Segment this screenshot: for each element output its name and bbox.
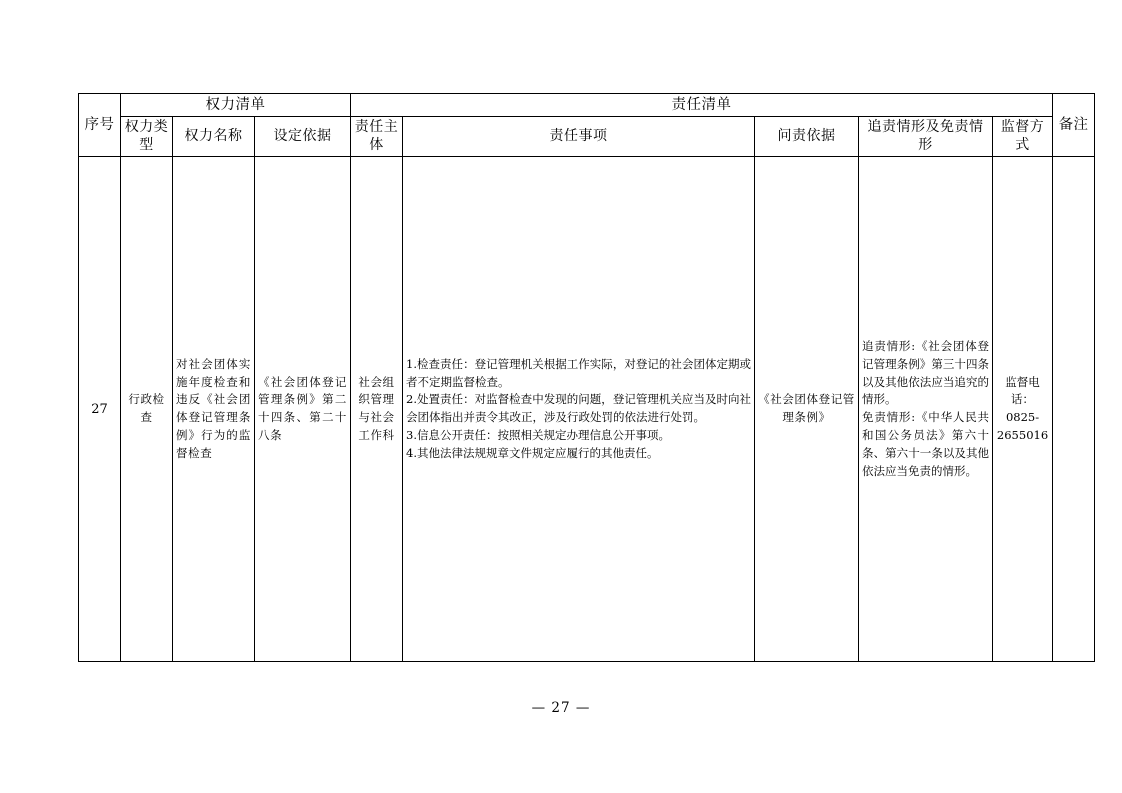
cell-power-name: 对社会团体实施年度检查和违反《社会团体登记管理条例》行为的监督检查 <box>173 157 255 662</box>
header-responsible-subject: 责任主体 <box>351 117 403 157</box>
header-supervision-method: 监督方式 <box>993 117 1053 157</box>
header-power-list: 权力清单 <box>121 94 351 117</box>
responsibility-item: 1.检查责任：登记管理机关根据工作实际，对登记的社会团体定期或者不定期监督检查。 <box>406 356 752 389</box>
header-remarks: 备注 <box>1053 94 1095 157</box>
cell-accountability-exemption <box>859 157 993 662</box>
table-header-row-2 <box>79 117 1095 157</box>
header-accountability-exemption: 追责情形及免责情形 <box>859 117 993 157</box>
responsibility-item: 4.其他法律法规规章文件规定应履行的其他责任。 <box>406 445 659 460</box>
header-accountability-basis: 问责依据 <box>755 117 859 157</box>
header-seq-no: 序号 <box>79 94 121 157</box>
header-responsibility-items: 责任事项 <box>403 117 755 157</box>
cell-supervision-method: 监督电话：0825-2655016 <box>993 157 1053 662</box>
table-row <box>79 157 1095 662</box>
cell-responsibility-items <box>403 157 755 662</box>
cell-remarks <box>1053 157 1095 662</box>
responsibility-item: 3.信息公开责任：按照相关规定办理信息公开事项。 <box>406 427 670 442</box>
cell-setting-basis: 《社会团体登记管理条例》第二十四条、第二十八条 <box>255 157 351 662</box>
exemption-situation: 免责情形:《中华人民共和国公务员法》第六十条、第六十一条以及其他依法应当免责的情形。 <box>862 410 990 478</box>
accountability-situation: 追责情形:《社会团体登记管理条例》第三十四条以及其他依法应当追究的情形。 <box>862 338 990 407</box>
page-number: — 27 — <box>531 700 591 716</box>
cell-power-type: 行政检查 <box>121 157 173 662</box>
header-power-type: 权力类型 <box>121 117 173 157</box>
header-setting-basis: 设定依据 <box>255 117 351 157</box>
power-responsibility-table <box>78 93 1095 662</box>
cell-accountability-basis: 《社会团体登记管理条例》 <box>755 157 859 662</box>
table-header-row-1 <box>79 94 1095 117</box>
header-responsibility-list: 责任清单 <box>351 94 1053 117</box>
responsibility-item: 2.处置责任：对监督检查中发现的问题，登记管理机关应当及时向社会团体指出并责令其改正，涉及行政处罚的依法进行处罚。 <box>406 392 752 425</box>
cell-responsible-subject: 社会组织管理与社会工作科 <box>351 157 403 662</box>
header-power-name: 权力名称 <box>173 117 255 157</box>
cell-seq-no: 27 <box>79 157 121 662</box>
